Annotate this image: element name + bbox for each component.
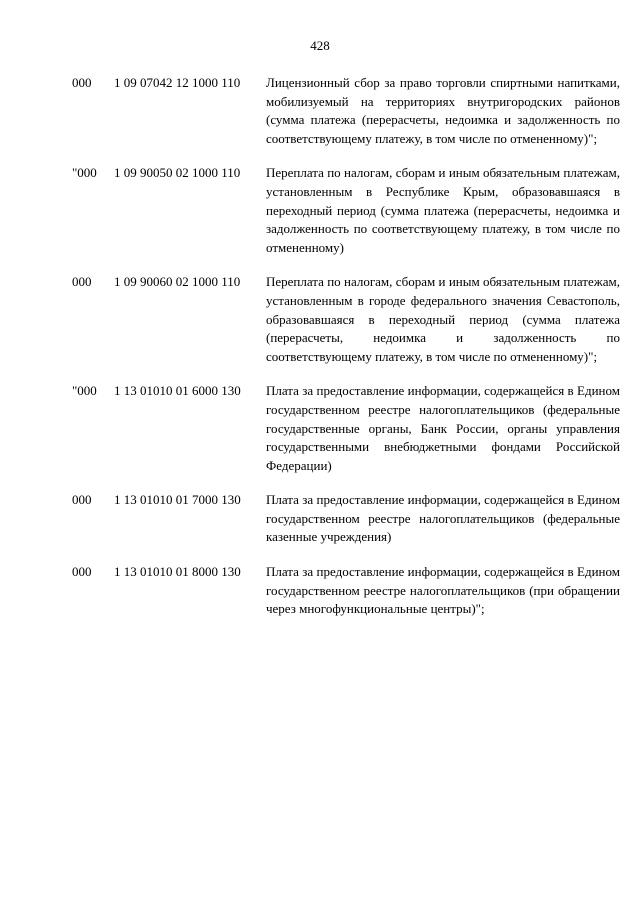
budget-classification-code: 1 13 01010 01 7000 130	[114, 492, 241, 508]
income-description: Переплата по налогам, сборам и иным обязательным платежам, установленным в Республике Крым, образовавшаяся в переходный период (сумма платежа (перерасчеты, недоимка и задолженность по соответствующему платежу, в том числе по отмененному)	[266, 165, 620, 255]
list-item	[72, 491, 620, 547]
budget-classification-code: 1 13 01010 01 8000 130	[114, 564, 241, 580]
list-item	[72, 74, 620, 148]
list-item	[72, 563, 620, 619]
budget-classification-code: 1 09 07042 12 1000 110	[114, 75, 241, 90]
income-description: Лицензионный сбор за право торговли спиртными напитками, мобилизуемый на территориях внутригородских районов (сумма платежа (перерасчеты, недоимка и задолженность по соответствующему платежу, в том числе по отмененному)";	[266, 75, 620, 146]
administrator-code: "000	[72, 383, 97, 399]
income-description: Переплата по налогам, сборам и иным обязательным платежам, установленным в городе федерального значения Севастополь, образовавшаяся в переходный период (сумма платежа (перерасчеты, недоимка и задолженность по соответствующему платежу, в том числе по отмененному)";	[266, 274, 620, 364]
income-description: Плата за предоставление информации, содержащейся в Едином государственном реестре налогоплательщиков (федеральные государственные органы, Банк России, органы управления государственными внебюджетными фондами Российской Федерации)	[266, 383, 620, 473]
list-item	[72, 382, 620, 475]
income-description: Плата за предоставление информации, содержащейся в Едином государственном реестре налогоплательщиков (федеральные казенные учреждения)	[266, 492, 620, 545]
list-item	[72, 273, 620, 366]
income-description: Плата за предоставление информации, содержащейся в Едином государственном реестре налогоплательщиков (при обращении через многофункциональные центры)";	[266, 564, 620, 617]
budget-classification-code: 1 13 01010 01 6000 130	[114, 383, 241, 399]
administrator-code: 000	[72, 564, 92, 580]
list-item	[72, 164, 620, 257]
administrator-code: "000	[72, 165, 97, 181]
code-list	[72, 74, 620, 635]
budget-classification-code: 1 09 90060 02 1000 110	[114, 274, 241, 290]
administrator-code: 000	[72, 274, 92, 290]
page-number: 428	[310, 38, 330, 53]
budget-classification-code: 1 09 90050 02 1000 110	[114, 165, 241, 181]
administrator-code: 000	[72, 75, 92, 90]
administrator-code: 000	[72, 492, 92, 508]
